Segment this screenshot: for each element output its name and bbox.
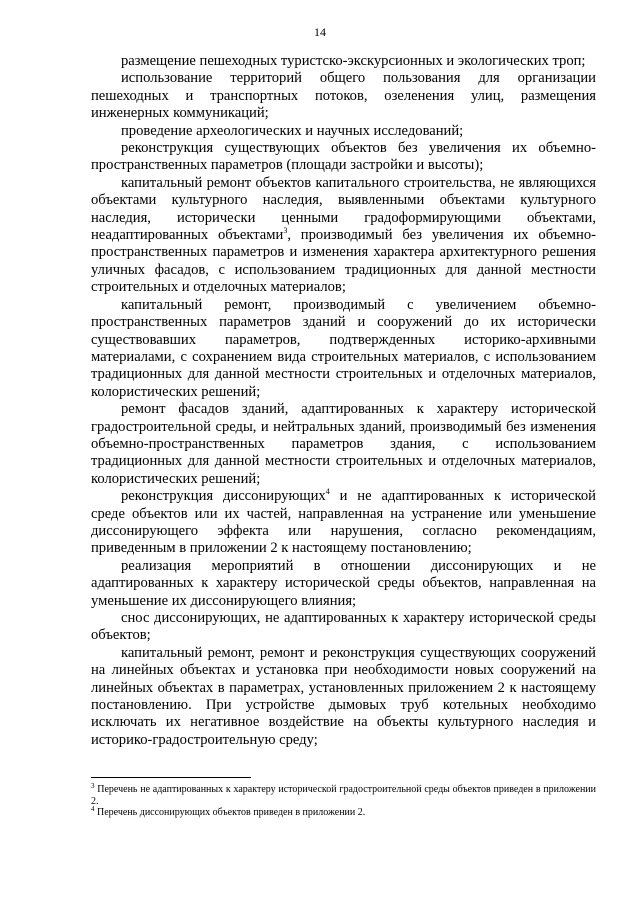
paragraph-text: реализация мероприятий в отношении диссонирующих и не адаптированных к характеру исторической среды объектов, направленная на уменьшение их диссонирующего влияния; <box>91 557 596 609</box>
footnote-reference-3: 3 <box>283 226 288 236</box>
paragraph-4 <box>91 140 596 175</box>
footnote-3 <box>91 784 596 807</box>
paragraph-6 <box>91 297 596 401</box>
footnote-separator <box>91 777 251 778</box>
paragraph-text: ремонт фасадов зданий, адаптированных к характеру исторической градостроительной среды, и нейтральных зданий, производимый без изменения объемно-пространственных параметров здания, с использованием традиционных для данной местности строительных и отделочных материалов, колористических решений; <box>91 401 596 487</box>
paragraph-text: капитальный ремонт, производимый с увеличением объемно-пространственных параметров зданий и сооружений до их исторически существовавших параметров, подтвержденных историко-архивными материалами, с сохранением вида строительных материалов, с использованием традиционных для данной местности строительных и отделочных материалов, колористических решений; <box>91 296 596 400</box>
paragraph-text: капитальный ремонт, ремонт и реконструкция существующих сооружений на линейных объектах и установка при необходимости новых сооружений на линейных объектах в параметрах, установленных приложением 2 к настоящему постановлению. При устройстве дымовых труб котельных необходимо исключать их негативное воздействие на объекты культурного наследия и историко-градостроительную среду; <box>91 644 596 748</box>
paragraph-10 <box>91 610 596 645</box>
paragraph-text: реконструкция диссонирующих <box>121 488 326 505</box>
footnote-mark: 4 <box>91 805 95 813</box>
footnote-text: Перечень диссонирующих объектов приведен в приложении 2. <box>94 807 366 818</box>
paragraph-2 <box>91 70 596 122</box>
footnotes <box>91 784 596 819</box>
paragraph-text-continued: , производимый без увеличения их объемно-пространственных параметров и изменения характера архитектурного решения уличных фасадов, с использованием традиционных для данной местности строительных и отделочных материалов; <box>91 227 596 296</box>
paragraph-text: реконструкция существующих объектов без увеличения их объемно-пространственных параметров (площади застройки и высоты); <box>91 140 596 174</box>
body-text <box>91 53 596 749</box>
footnote-4 <box>91 807 596 819</box>
paragraph-9 <box>91 558 596 610</box>
paragraph-text: использование территорий общего пользования для организации пешеходных и транспортных потоков, озеленения улиц, размещения инженерных коммуникаций; <box>91 70 596 122</box>
paragraph-7 <box>91 401 596 488</box>
paragraph-text: снос диссонирующих, не адаптированных к характеру исторической среды объектов; <box>91 610 596 644</box>
footnote-mark: 3 <box>91 782 95 790</box>
paragraph-3 <box>91 123 596 140</box>
paragraph-5 <box>91 175 596 297</box>
footnote-text: Перечень не адаптированных к характеру исторической градостроительной среды объектов приведен в приложении 2. <box>91 784 596 807</box>
paragraph-1 <box>91 53 596 70</box>
paragraph-text: капитальный ремонт объектов капитального строительства, не являющихся объектами культурного наследия, выявленными объектами культурного наследия, исторически ценными градоформирующими объектами, неадаптированных объектами <box>91 174 596 244</box>
paragraph-text: размещение пешеходных туристско-экскурсионных и экологических троп; <box>121 53 586 69</box>
page-number: 14 <box>314 25 326 39</box>
paragraph-text: проведение археологических и научных исследований; <box>121 122 464 139</box>
footnote-reference-4: 4 <box>325 487 330 497</box>
paragraph-8 <box>91 488 596 558</box>
paragraph-text-continued: и не адаптированных к исторической среде объектов или их частей, направленная на устранение или уменьшение диссонирующего эффекта или нарушения, согласно рекомендациям, приведенным в приложении 2 к настоящему постановлению; <box>91 488 596 557</box>
paragraph-11 <box>91 645 596 749</box>
